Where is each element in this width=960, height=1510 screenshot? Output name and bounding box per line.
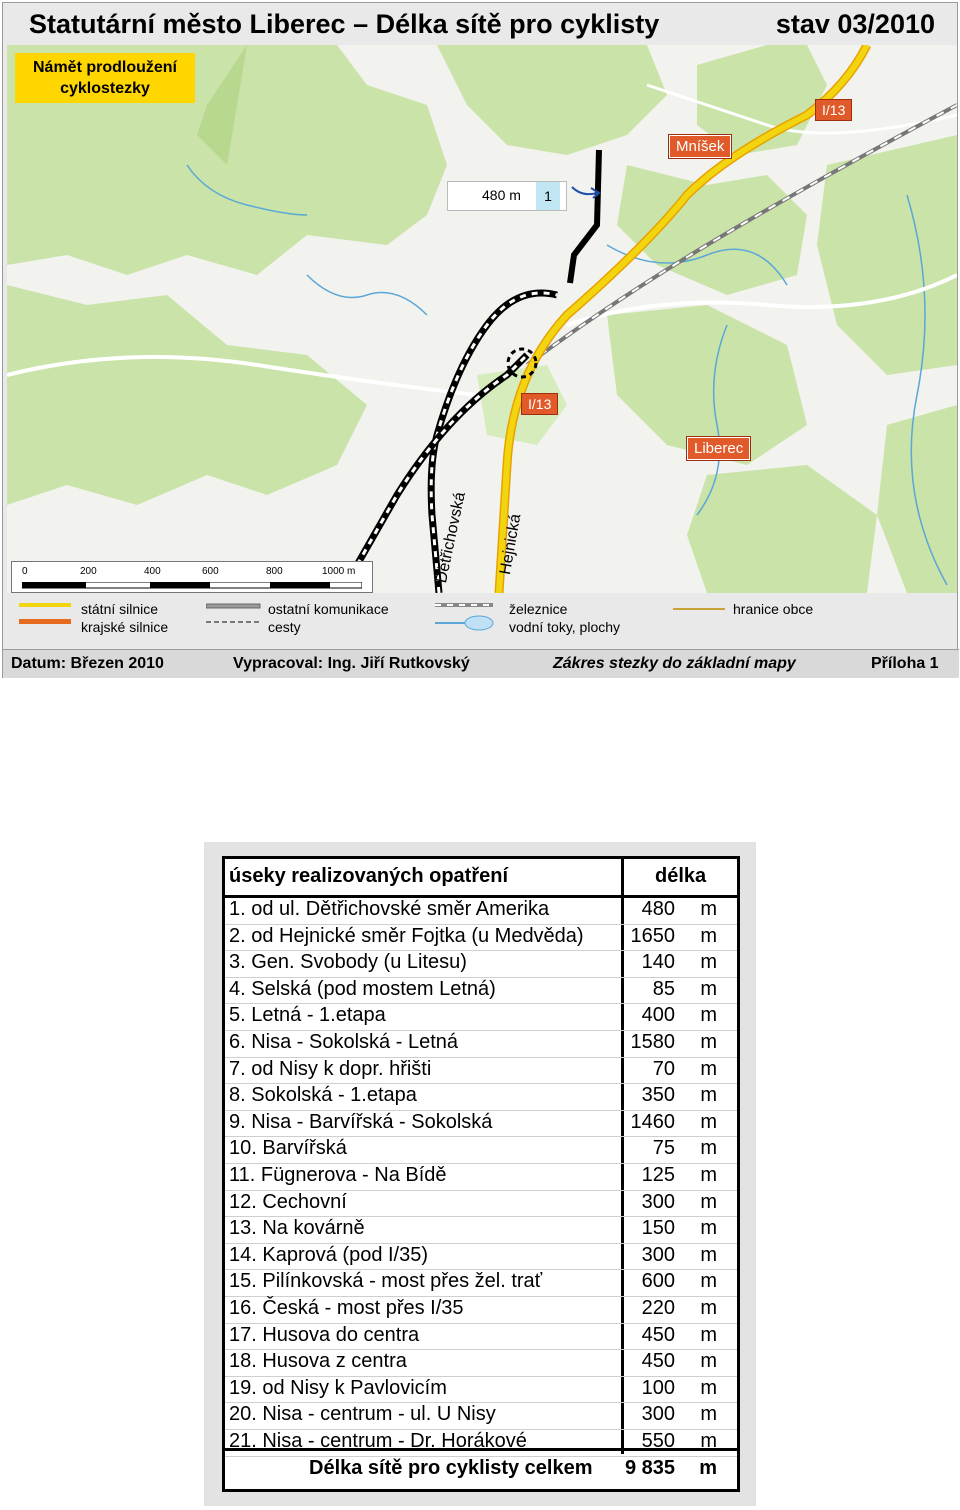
table-row bbox=[225, 950, 737, 978]
row-length: 300 bbox=[641, 1243, 675, 1266]
table-header bbox=[225, 859, 737, 898]
row-length: 1650 bbox=[630, 924, 675, 947]
table-row bbox=[225, 1030, 737, 1058]
row-unit: m bbox=[700, 1057, 717, 1080]
table-row bbox=[225, 1003, 737, 1031]
row-length: 300 bbox=[641, 1403, 675, 1426]
street-name: Dětřichovská bbox=[433, 490, 469, 585]
header-length: délka bbox=[655, 865, 707, 887]
row-unit: m bbox=[700, 1403, 717, 1426]
table-row bbox=[225, 1083, 737, 1111]
row-unit: m bbox=[700, 1217, 717, 1240]
boundary-swatch bbox=[673, 605, 729, 615]
scale-label: 1000 m bbox=[322, 566, 356, 577]
row-unit: m bbox=[700, 1190, 717, 1213]
row-unit: m bbox=[700, 1004, 717, 1027]
row-name: 5. Letná - 1.etapa bbox=[229, 1004, 386, 1027]
row-unit: m bbox=[700, 1031, 717, 1053]
row-name: 16. Česká - most přes I/35 bbox=[229, 1297, 464, 1319]
table-row bbox=[225, 977, 737, 1005]
row-name: 21. Nisa - centrum - Dr. Horákové bbox=[229, 1430, 527, 1452]
row-length: 550 bbox=[641, 1430, 675, 1452]
table-total-row bbox=[225, 1448, 737, 1489]
railway-water-swatch bbox=[435, 597, 497, 633]
row-name: 9. Nisa - Barvířská - Sokolská bbox=[229, 1110, 493, 1133]
row-length: 300 bbox=[641, 1190, 675, 1213]
legend-state-roads: státní silnice bbox=[81, 601, 159, 617]
row-name: 7. od Nisy k dopr. hřišti bbox=[229, 1057, 432, 1080]
row-unit: m bbox=[700, 1110, 717, 1133]
row-unit: m bbox=[700, 898, 717, 920]
footer-attachment: Příloha 1 bbox=[871, 655, 939, 672]
table-row bbox=[225, 924, 737, 952]
page-title: Statutární město Liberec – Délka sítě pro cyklisty bbox=[29, 9, 660, 39]
row-unit: m bbox=[700, 1164, 717, 1186]
table-row bbox=[225, 1349, 737, 1377]
map-drawing bbox=[7, 45, 957, 593]
status-date: stav 03/2010 bbox=[775, 9, 935, 39]
scale-bar bbox=[11, 561, 373, 593]
table-row bbox=[225, 1110, 737, 1138]
row-name: 12. Cechovní bbox=[229, 1190, 347, 1213]
row-unit: m bbox=[700, 1297, 717, 1319]
footer-author: Vypracoval: Ing. Jiří Rutkovský bbox=[233, 655, 470, 672]
row-length: 450 bbox=[641, 1350, 675, 1373]
segment-number: 1 bbox=[536, 182, 560, 210]
map-sheet bbox=[2, 2, 958, 678]
table-row bbox=[225, 1323, 737, 1351]
row-length: 100 bbox=[641, 1376, 675, 1399]
segment-label bbox=[447, 181, 567, 211]
row-length: 70 bbox=[652, 1057, 675, 1080]
row-unit: m bbox=[700, 1084, 717, 1107]
table-row bbox=[225, 1243, 737, 1271]
row-name: 15. Pilínkovská - most přes žel. trať bbox=[229, 1270, 543, 1293]
state-road-swatch bbox=[19, 599, 79, 629]
scale-label: 0 bbox=[22, 566, 28, 577]
street-name: Hejnická bbox=[497, 512, 525, 576]
total-label: Délka sítě pro cyklisty celkem bbox=[309, 1457, 593, 1479]
row-unit: m bbox=[700, 1350, 717, 1373]
legend-boundary: hranice obce bbox=[733, 601, 814, 617]
row-name: 1. od ul. Dětřichovské směr Amerika bbox=[229, 898, 550, 920]
map-legend bbox=[3, 593, 959, 648]
table-row bbox=[225, 1057, 737, 1085]
row-length: 140 bbox=[641, 951, 675, 974]
scale-label: 200 bbox=[80, 566, 97, 577]
table-row bbox=[225, 1136, 737, 1164]
row-unit: m bbox=[700, 1376, 717, 1399]
table-row bbox=[225, 897, 737, 925]
table-frame bbox=[204, 842, 756, 1506]
row-unit: m bbox=[700, 1323, 717, 1346]
length-table bbox=[222, 856, 740, 1492]
row-length: 150 bbox=[641, 1217, 675, 1240]
legend-regional-roads: krajské silnice bbox=[81, 619, 169, 635]
row-length: 125 bbox=[641, 1164, 675, 1186]
place-label: Mníšek bbox=[669, 135, 731, 158]
table-row bbox=[225, 1296, 737, 1324]
row-length: 75 bbox=[652, 1137, 675, 1160]
row-name: 11. Fügnerova - Na Bídě bbox=[229, 1164, 447, 1186]
legend-other-roads: ostatní komunikace bbox=[268, 601, 389, 617]
table-row bbox=[225, 1190, 737, 1218]
road-label: I/13 bbox=[521, 393, 558, 415]
row-length: 480 bbox=[641, 898, 675, 920]
row-unit: m bbox=[700, 1430, 717, 1452]
scale-label: 400 bbox=[144, 566, 161, 577]
legend-railway: železnice bbox=[509, 601, 568, 617]
legend-water: vodní toky, plochy bbox=[509, 619, 621, 635]
row-length: 450 bbox=[641, 1323, 675, 1346]
segment-length: 480 m bbox=[482, 187, 521, 203]
proposal-line: Námět prodloužení bbox=[32, 59, 177, 76]
row-length: 1460 bbox=[630, 1110, 675, 1133]
row-name: 20. Nisa - centrum - ul. U Nisy bbox=[229, 1403, 496, 1426]
row-name: 19. od Nisy k Pavlovicím bbox=[229, 1376, 447, 1399]
row-name: 18. Husova z centra bbox=[229, 1350, 407, 1373]
row-unit: m bbox=[700, 1243, 717, 1266]
row-unit: m bbox=[700, 951, 717, 974]
scale-label: 800 bbox=[266, 566, 283, 577]
row-unit: m bbox=[700, 1137, 717, 1160]
footer-description: Zákres stezky do základní mapy bbox=[553, 655, 796, 672]
road-label: I/13 bbox=[815, 99, 852, 121]
row-name: 6. Nisa - Sokolská - Letná bbox=[229, 1031, 458, 1053]
scale-ruler bbox=[22, 582, 362, 590]
scale-label: 600 bbox=[202, 566, 219, 577]
proposal-line: cyklostezky bbox=[60, 80, 150, 97]
proposal-label bbox=[15, 53, 195, 103]
table-row bbox=[225, 1163, 737, 1191]
place-label: Liberec bbox=[687, 437, 750, 460]
header-name: úseky realizovaných opatření bbox=[229, 865, 509, 887]
row-unit: m bbox=[700, 977, 717, 1000]
row-name: 4. Selská (pod mostem Letná) bbox=[229, 977, 496, 1000]
table-row bbox=[225, 1269, 737, 1297]
row-name: 8. Sokolská - 1.etapa bbox=[229, 1084, 417, 1107]
row-length: 1580 bbox=[630, 1031, 675, 1053]
row-length: 85 bbox=[652, 977, 675, 1000]
total-unit: m bbox=[699, 1457, 717, 1479]
row-length: 600 bbox=[641, 1270, 675, 1293]
table-row bbox=[225, 1216, 737, 1244]
row-name: 3. Gen. Svobody (u Litesu) bbox=[229, 951, 467, 974]
table-row bbox=[225, 1376, 737, 1404]
map-canvas bbox=[7, 45, 957, 593]
row-name: 10. Barvířská bbox=[229, 1137, 347, 1160]
row-length: 220 bbox=[641, 1297, 675, 1319]
other-road-swatch bbox=[206, 599, 262, 629]
row-name: 13. Na kovárně bbox=[229, 1217, 365, 1240]
row-name: 17. Husova do centra bbox=[229, 1323, 420, 1346]
footer-bar bbox=[3, 649, 959, 678]
row-unit: m bbox=[700, 1270, 717, 1293]
row-length: 400 bbox=[641, 1004, 675, 1027]
legend-paths: cesty bbox=[268, 619, 301, 635]
footer-date: Datum: Březen 2010 bbox=[11, 655, 164, 672]
row-length: 350 bbox=[641, 1084, 675, 1107]
table-row bbox=[225, 1402, 737, 1430]
row-name: 14. Kaprová (pod I/35) bbox=[229, 1243, 429, 1266]
row-name: 2. od Hejnické směr Fojtka (u Medvěda) bbox=[229, 924, 584, 947]
row-unit: m bbox=[700, 924, 717, 947]
total-length: 9 835 bbox=[624, 1457, 675, 1479]
